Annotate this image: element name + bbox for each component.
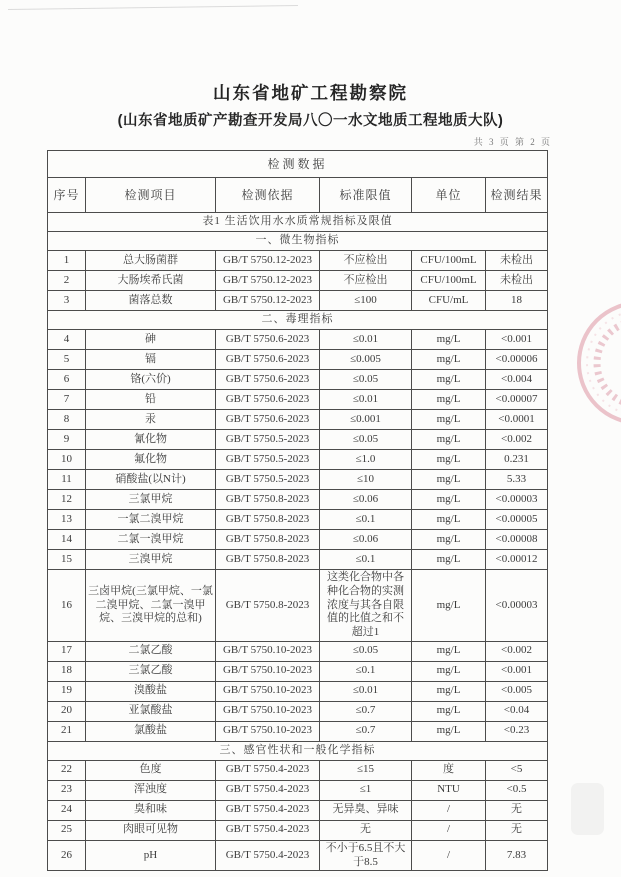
cell-item: 汞 <box>86 410 216 430</box>
cell-no: 5 <box>48 350 86 370</box>
cell-method: GB/T 5750.5-2023 <box>216 470 320 490</box>
cell-method: GB/T 5750.4-2023 <box>216 800 320 820</box>
cell-limit: ≤0.001 <box>320 410 412 430</box>
cell-item: 镉 <box>86 350 216 370</box>
scan-shadow-blob <box>571 783 604 835</box>
cell-item: pH <box>86 840 216 871</box>
cell-no: 20 <box>48 701 86 721</box>
cell-result: <0.00012 <box>486 550 548 570</box>
section-label: 一、微生物指标 <box>48 232 548 251</box>
cell-method: GB/T 5750.8-2023 <box>216 530 320 550</box>
cell-item: 三氯甲烷 <box>86 490 216 510</box>
cell-unit: mg/L <box>412 721 486 741</box>
cell-limit: ≤0.05 <box>320 370 412 390</box>
table-row <box>48 390 548 410</box>
cell-result: <0.0001 <box>486 410 548 430</box>
cell-method: GB/T 5750.8-2023 <box>216 490 320 510</box>
cell-result: 18 <box>486 291 548 311</box>
report-header <box>0 80 621 130</box>
section-label: 二、毒理指标 <box>48 311 548 330</box>
cell-item: 铬(六价) <box>86 370 216 390</box>
cell-unit: 度 <box>412 760 486 780</box>
column-header: 检测项目 <box>86 178 216 213</box>
cell-limit: ≤0.05 <box>320 430 412 450</box>
scan-artifact-line <box>8 5 298 10</box>
cell-result: 7.83 <box>486 840 548 871</box>
cell-no: 21 <box>48 721 86 741</box>
cell-limit: ≤0.1 <box>320 661 412 681</box>
cell-item: 亚氯酸盐 <box>86 701 216 721</box>
cell-no: 26 <box>48 840 86 871</box>
table-row <box>48 271 548 291</box>
table-row <box>48 800 548 820</box>
cell-no: 16 <box>48 570 86 642</box>
cell-no: 6 <box>48 370 86 390</box>
cell-result: <0.23 <box>486 721 548 741</box>
org-title: 山东省地矿工程勘察院 <box>213 83 408 103</box>
cell-item: 二氯一溴甲烷 <box>86 530 216 550</box>
red-seal-fragment <box>567 293 621 438</box>
cell-limit: ≤0.7 <box>320 721 412 741</box>
table-caption-row <box>48 151 548 178</box>
column-header-row <box>48 178 548 213</box>
cell-unit: mg/L <box>412 550 486 570</box>
cell-method: GB/T 5750.10-2023 <box>216 721 320 741</box>
cell-item: 砷 <box>86 330 216 350</box>
cell-method: GB/T 5750.4-2023 <box>216 780 320 800</box>
cell-limit: ≤100 <box>320 291 412 311</box>
cell-unit: mg/L <box>412 530 486 550</box>
cell-unit: / <box>412 800 486 820</box>
cell-item: 溴酸盐 <box>86 681 216 701</box>
cell-no: 10 <box>48 450 86 470</box>
page-number-note: 共 3 页 第 2 页 <box>473 137 552 147</box>
cell-no: 9 <box>48 430 86 450</box>
cell-result: <0.00008 <box>486 530 548 550</box>
cell-no: 24 <box>48 800 86 820</box>
cell-item: 二氯乙酸 <box>86 641 216 661</box>
cell-unit: CFU/100mL <box>412 251 486 271</box>
cell-result: <0.00003 <box>486 490 548 510</box>
cell-result: <0.00006 <box>486 350 548 370</box>
cell-no: 2 <box>48 271 86 291</box>
cell-limit: 无异臭、异味 <box>320 800 412 820</box>
cell-unit: CFU/mL <box>412 291 486 311</box>
cell-method: GB/T 5750.10-2023 <box>216 681 320 701</box>
cell-limit: ≤0.06 <box>320 530 412 550</box>
table-row <box>48 410 548 430</box>
cell-no: 15 <box>48 550 86 570</box>
cell-no: 23 <box>48 780 86 800</box>
table-row <box>48 820 548 840</box>
table-row <box>48 251 548 271</box>
test-data-table <box>47 150 548 871</box>
cell-no: 7 <box>48 390 86 410</box>
cell-no: 19 <box>48 681 86 701</box>
cell-unit: mg/L <box>412 450 486 470</box>
cell-method: GB/T 5750.6-2023 <box>216 390 320 410</box>
cell-limit: ≤0.01 <box>320 330 412 350</box>
table-row <box>48 701 548 721</box>
table-row <box>48 490 548 510</box>
table-row <box>48 641 548 661</box>
cell-unit: NTU <box>412 780 486 800</box>
cell-item: 浑浊度 <box>86 780 216 800</box>
cell-method: GB/T 5750.8-2023 <box>216 550 320 570</box>
table-row <box>48 330 548 350</box>
column-header: 检测依据 <box>216 178 320 213</box>
cell-item: 三卤甲烷(三氯甲烷、一氯二溴甲烷、二氯一溴甲烷、三溴甲烷的总和) <box>86 570 216 642</box>
cell-result: <5 <box>486 760 548 780</box>
cell-result: <0.004 <box>486 370 548 390</box>
org-subtitle: (山东省地质矿产勘查开发局八〇一水文地质工程地质大队) <box>117 113 504 129</box>
cell-no: 3 <box>48 291 86 311</box>
cell-limit: ≤0.01 <box>320 681 412 701</box>
cell-limit: ≤0.05 <box>320 641 412 661</box>
table-row <box>48 760 548 780</box>
cell-unit: mg/L <box>412 681 486 701</box>
section-row <box>48 213 548 232</box>
cell-no: 11 <box>48 470 86 490</box>
cell-unit: / <box>412 820 486 840</box>
cell-no: 22 <box>48 760 86 780</box>
cell-method: GB/T 5750.12-2023 <box>216 291 320 311</box>
cell-item: 肉眼可见物 <box>86 820 216 840</box>
cell-item: 三氯乙酸 <box>86 661 216 681</box>
cell-result: 5.33 <box>486 470 548 490</box>
cell-unit: CFU/100mL <box>412 271 486 291</box>
cell-limit: ≤0.1 <box>320 550 412 570</box>
cell-item: 总大肠菌群 <box>86 251 216 271</box>
cell-limit: ≤0.06 <box>320 490 412 510</box>
cell-no: 13 <box>48 510 86 530</box>
cell-item: 三溴甲烷 <box>86 550 216 570</box>
cell-result: <0.002 <box>486 641 548 661</box>
cell-no: 14 <box>48 530 86 550</box>
cell-item: 臭和味 <box>86 800 216 820</box>
cell-result: <0.002 <box>486 430 548 450</box>
cell-limit: ≤10 <box>320 470 412 490</box>
cell-unit: mg/L <box>412 370 486 390</box>
cell-no: 17 <box>48 641 86 661</box>
cell-result: 0.231 <box>486 450 548 470</box>
cell-item: 铅 <box>86 390 216 410</box>
cell-no: 25 <box>48 820 86 840</box>
cell-limit: ≤1 <box>320 780 412 800</box>
cell-no: 1 <box>48 251 86 271</box>
cell-item: 氯酸盐 <box>86 721 216 741</box>
cell-method: GB/T 5750.12-2023 <box>216 271 320 291</box>
cell-item: 大肠埃希氏菌 <box>86 271 216 291</box>
section-row <box>48 311 548 330</box>
cell-no: 8 <box>48 410 86 430</box>
cell-no: 12 <box>48 490 86 510</box>
cell-result: 未检出 <box>486 251 548 271</box>
cell-method: GB/T 5750.6-2023 <box>216 330 320 350</box>
cell-method: GB/T 5750.4-2023 <box>216 840 320 871</box>
cell-unit: mg/L <box>412 490 486 510</box>
cell-item: 氟化物 <box>86 450 216 470</box>
table-row <box>48 681 548 701</box>
cell-method: GB/T 5750.8-2023 <box>216 510 320 530</box>
cell-result: <0.00005 <box>486 510 548 530</box>
cell-result: 未检出 <box>486 271 548 291</box>
cell-method: GB/T 5750.4-2023 <box>216 760 320 780</box>
cell-unit: mg/L <box>412 701 486 721</box>
section-label: 表1 生活饮用水水质常规指标及限值 <box>48 213 548 232</box>
cell-no: 4 <box>48 330 86 350</box>
cell-limit: 无 <box>320 820 412 840</box>
cell-limit: ≤0.1 <box>320 510 412 530</box>
cell-method: GB/T 5750.6-2023 <box>216 350 320 370</box>
cell-item: 一氯二溴甲烷 <box>86 510 216 530</box>
table-row <box>48 721 548 741</box>
cell-limit: ≤0.01 <box>320 390 412 410</box>
cell-result: <0.04 <box>486 701 548 721</box>
cell-result: <0.00007 <box>486 390 548 410</box>
column-header: 序号 <box>48 178 86 213</box>
cell-unit: mg/L <box>412 330 486 350</box>
cell-method: GB/T 5750.10-2023 <box>216 661 320 681</box>
table-row <box>48 350 548 370</box>
cell-limit: 不应检出 <box>320 271 412 291</box>
cell-limit: ≤15 <box>320 760 412 780</box>
table-caption: 检测数据 <box>48 151 548 178</box>
cell-result: <0.5 <box>486 780 548 800</box>
section-label: 三、感官性状和一般化学指标 <box>48 741 548 760</box>
table-row <box>48 470 548 490</box>
column-header: 标准限值 <box>320 178 412 213</box>
cell-result: <0.005 <box>486 681 548 701</box>
table-row <box>48 370 548 390</box>
column-header: 检测结果 <box>486 178 548 213</box>
cell-method: GB/T 5750.8-2023 <box>216 570 320 642</box>
cell-unit: mg/L <box>412 641 486 661</box>
cell-limit: 不应检出 <box>320 251 412 271</box>
table-row <box>48 450 548 470</box>
cell-result: <0.00003 <box>486 570 548 642</box>
cell-result: 无 <box>486 800 548 820</box>
cell-result: 无 <box>486 820 548 840</box>
cell-method: GB/T 5750.5-2023 <box>216 450 320 470</box>
section-row <box>48 741 548 760</box>
table-row <box>48 780 548 800</box>
cell-method: GB/T 5750.6-2023 <box>216 410 320 430</box>
cell-unit: / <box>412 840 486 871</box>
cell-unit: mg/L <box>412 430 486 450</box>
cell-unit: mg/L <box>412 570 486 642</box>
table-row <box>48 550 548 570</box>
cell-unit: mg/L <box>412 510 486 530</box>
cell-method: GB/T 5750.10-2023 <box>216 641 320 661</box>
table-row <box>48 430 548 450</box>
cell-item: 氰化物 <box>86 430 216 450</box>
cell-item: 菌落总数 <box>86 291 216 311</box>
cell-no: 18 <box>48 661 86 681</box>
table-row <box>48 530 548 550</box>
cell-result: <0.001 <box>486 661 548 681</box>
cell-item: 硝酸盐(以N计) <box>86 470 216 490</box>
cell-limit: 不小于6.5且不大于8.5 <box>320 840 412 871</box>
cell-result: <0.001 <box>486 330 548 350</box>
cell-limit: ≤0.005 <box>320 350 412 370</box>
cell-method: GB/T 5750.4-2023 <box>216 820 320 840</box>
column-header: 单位 <box>412 178 486 213</box>
cell-unit: mg/L <box>412 390 486 410</box>
cell-unit: mg/L <box>412 661 486 681</box>
table-row <box>48 510 548 530</box>
cell-unit: mg/L <box>412 470 486 490</box>
cell-unit: mg/L <box>412 350 486 370</box>
cell-item: 色度 <box>86 760 216 780</box>
cell-limit: ≤0.7 <box>320 701 412 721</box>
cell-unit: mg/L <box>412 410 486 430</box>
table-row <box>48 570 548 642</box>
table-row <box>48 291 548 311</box>
cell-method: GB/T 5750.5-2023 <box>216 430 320 450</box>
cell-limit: 这类化合物中各种化合物的实测浓度与其各自限值的比值之和不超过1 <box>320 570 412 642</box>
cell-method: GB/T 5750.12-2023 <box>216 251 320 271</box>
cell-limit: ≤1.0 <box>320 450 412 470</box>
table-row <box>48 661 548 681</box>
cell-method: GB/T 5750.10-2023 <box>216 701 320 721</box>
section-row <box>48 232 548 251</box>
cell-method: GB/T 5750.6-2023 <box>216 370 320 390</box>
table-row <box>48 840 548 871</box>
